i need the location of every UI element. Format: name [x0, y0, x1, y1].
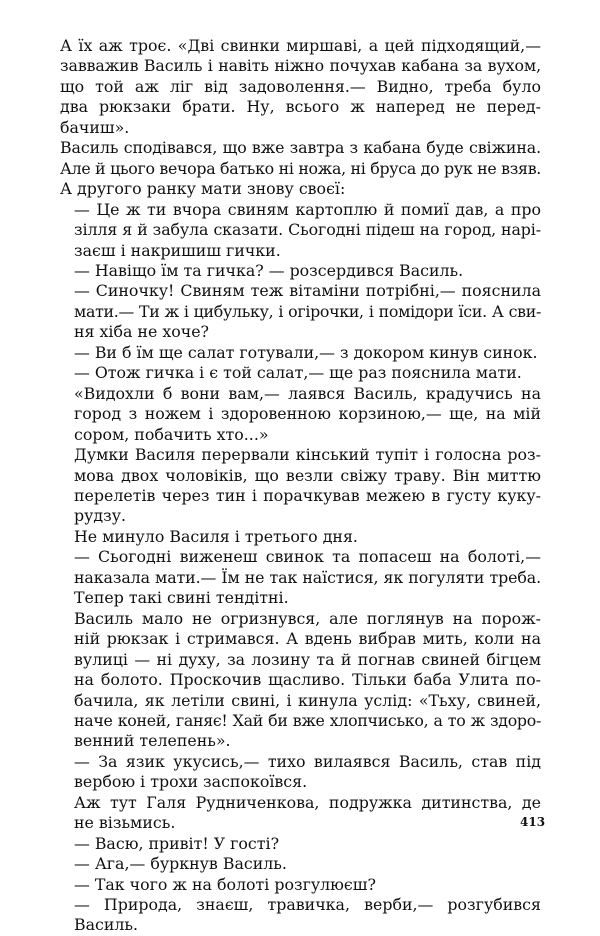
text-line: перелетів через тин і порачкував межею в густу куку- [74, 485, 541, 505]
text-line: Василь сподівався, що вже завтра з кабана буде свіжина. [60, 138, 541, 158]
text-line: Тепер такі свині тендітні. [74, 588, 289, 608]
text-line: — Сьогодні виженеш свинок та попасеш на болоті,— [74, 547, 541, 567]
text-line: Василь мало не огризнувся, але поглянув на порож- [74, 608, 541, 628]
paragraph [60, 200, 541, 261]
text-line: заєш і накришиш гички. [74, 240, 281, 260]
text-line: бачила, як летіли свині, і кинула услід: «Тьху, свиней, [74, 690, 541, 710]
text-line: город з ножем і здоровенною корзиною,— ще, на мій [74, 404, 541, 424]
text-line: завважив Василь і навіть ніжно почухав кабана за вухом, [60, 56, 541, 76]
text-line: наказала мати.— Їм не так наїстися, як погуляти треба. [74, 567, 541, 587]
text-line: що той аж ліг від задоволення.— Видно, треба було [60, 76, 541, 96]
text-line: Думки Василя перервали кінський тупіт і голосна роз- [74, 445, 541, 465]
paragraph [60, 854, 541, 874]
text-line: вулиці — ні духу, за лозину та й погнав свиней бігцем [74, 649, 541, 669]
paragraph [60, 895, 541, 936]
text-line: — Синочку! Свиням теж вітаміни потрібні,— пояснила [74, 281, 541, 301]
text-line: мати.— Ти ж і цибульку, і огірочки, і помідори їси. А сви- [74, 301, 541, 321]
paragraph [60, 609, 541, 752]
paragraph [60, 445, 541, 527]
text-line: Але й цього вечора батько ні ножа, ні бруса до рук не взяв. [60, 158, 542, 178]
paragraph [60, 384, 541, 445]
text-line: — Це ж ти вчора свиням картоплю й помиї дав, а про [74, 199, 541, 219]
paragraph [60, 281, 541, 342]
text-line: «Видохли б вони вам,— лаявся Василь, крадучись на [74, 383, 541, 403]
text-line: сором, побачить хто...» [74, 424, 269, 444]
text-line: — Так чого ж на болоті розгулюєш? [74, 874, 376, 894]
text-line: — Отож гичка і є той салат,— ще раз пояснила мати. [74, 363, 522, 383]
paragraph [60, 547, 541, 608]
text-line: Василь. [74, 915, 139, 935]
paragraph [60, 36, 541, 200]
text-line: на болото. Проскочив щасливо. Тільки баба Улита по- [74, 670, 541, 690]
page-number: 413 [520, 815, 546, 829]
paragraph [60, 261, 541, 281]
body-text [60, 36, 541, 936]
text-line: — Ага,— буркнув Василь. [74, 854, 287, 874]
text-line: мова двох чоловіків, що везли свіжу траву. Він миттю [74, 465, 541, 485]
text-line: — Навіщо їм та гичка? — розсердився Василь. [74, 260, 464, 280]
text-line: бачиш». [60, 117, 130, 137]
text-line: — За язик укусись,— тихо вилаявся Василь, став під [74, 751, 541, 771]
paragraph [60, 343, 541, 363]
text-line: ня хіба не хоче? [74, 322, 210, 342]
text-line: А другого ранку мати знову своєї: [60, 179, 346, 199]
text-line: зілля я й забула сказати. Сьогодні підеш на город, нарі- [74, 220, 541, 240]
text-line: вербою і трохи заспокоївся. [74, 772, 308, 792]
text-line: Не минуло Василя і третього дня. [74, 526, 358, 546]
text-line: А їх аж троє. «Дві свинки миршаві, а цей підходящий,— [60, 36, 541, 55]
paragraph [60, 793, 541, 834]
paragraph [60, 527, 541, 547]
text-line: ній рюкзак і стримався. А вдень вибрав мить, коли на [74, 629, 541, 649]
paragraph [60, 363, 541, 383]
text-line: Аж тут Галя Рудниченкова, подружка дитинства, де [74, 792, 541, 812]
paragraph [60, 752, 541, 793]
text-line: наче коней, ганяє! Хай би вже хлопчисько, а то ж здоро- [74, 710, 541, 730]
text-line: не візьмись. [74, 813, 176, 833]
text-line: рудзу. [74, 506, 127, 526]
paragraph [60, 834, 541, 854]
text-line: — Природа, знаєш, травичка, верби,— розгубився [74, 895, 541, 915]
paragraph [60, 875, 541, 895]
text-line: два рюкзаки брати. Ну, всього ж наперед не перед- [60, 97, 541, 117]
text-line: — Васю, привіт! У гості? [74, 833, 280, 853]
text-line: — Ви б їм ще салат готували,— з докором кинув синок. [74, 342, 538, 362]
text-line: венний телепень». [74, 731, 231, 751]
